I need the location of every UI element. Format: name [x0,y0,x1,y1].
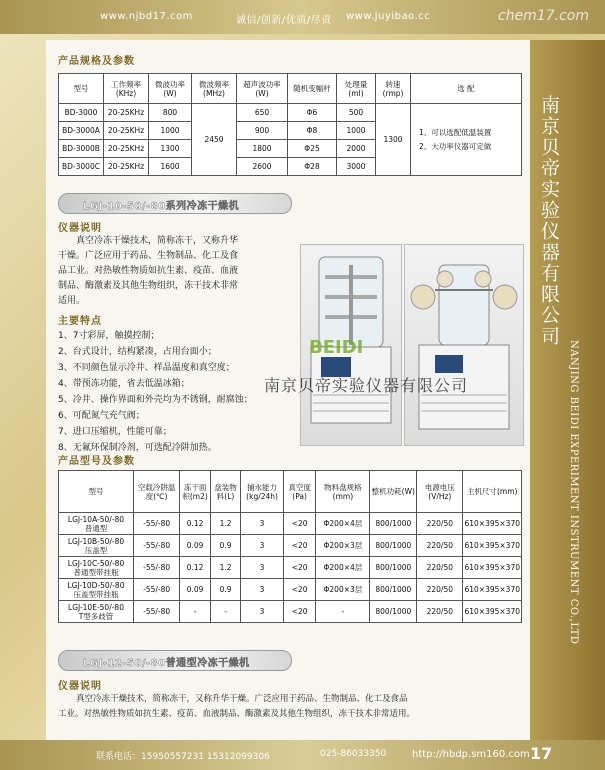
cell: 20-25KHz [104,140,149,158]
table-row [59,557,522,579]
cell: 610×395×370 [463,579,522,601]
cell: <20 [283,557,315,579]
cell: 0.12 [180,513,211,535]
cell: 220/50 [417,535,463,557]
cell: 20-25KHz [104,122,149,140]
model-variant: 压盖型 [84,545,108,555]
footer-phone: 联系电话：15950557231 15312099306 [96,752,270,762]
cell: 3 [241,557,284,579]
feature-item: 3、不同颜色显示冷井、样品温度和真空度； [58,363,235,373]
spec-header: 选 配 [411,74,522,104]
spec-header: 处理量(ml) [337,74,376,104]
cell: 220/50 [417,513,463,535]
cell: 610×395×370 [463,513,522,535]
feature-item: 6、可配氮气充气阀； [58,411,145,421]
footer-watermark: http://hbdp.sm160.com [412,749,530,760]
cell: 800/1000 [370,601,417,623]
cell: BD-3000A [59,122,104,140]
freeze-dryer-2-image [405,245,523,445]
cell: Φ25 [288,140,337,158]
table-row [59,579,522,601]
photo-overlay-text: 南京贝帝实验仪器有限公司 [264,376,469,395]
cell: BD-3000 [59,104,104,122]
cell: 650 [237,104,288,122]
spec-header: 随机变幅杆 [288,74,337,104]
cell: -55/-80 [133,535,179,557]
cell: 1000 [149,122,192,140]
model-header: 型号 [59,471,134,513]
company-name-cn: 南京贝帝实验仪器有限公司 [538,95,560,347]
feature-item: 4、带预冻功能，省去低温冰箱； [58,379,190,389]
lgj10-description [58,234,298,309]
cell-model [59,557,134,579]
model-header: 冻干面积(m2) [180,471,211,513]
page-number: 17 [530,744,553,763]
model-code: LGJ-10A-50/-80 [67,514,125,524]
header-slogan: 诚信/创新/优质/尽责 [236,15,332,26]
model-section-title: 产品型号及参数 [58,456,135,467]
cell-microwave-freq: 2450 [192,104,237,176]
spec-section-title: 产品规格及参数 [58,56,135,67]
table-row [59,104,522,122]
cell: 220/50 [417,579,463,601]
model-header: 电源电压(V/Hz) [417,471,463,513]
cell: 3000 [337,158,376,176]
model-code: LGJ-10E-50/-80 [68,602,124,612]
freeze-dryer-photo-2 [404,244,524,446]
footer-tel: 025-86033350 [320,749,387,759]
desc-line: 干燥。广泛应用于药品、生物制品、化工及食 [58,251,239,261]
lgj12-description [58,692,528,722]
cell: - [210,601,240,623]
feature-item: 7、进口压缩机，性能可靠； [58,427,172,437]
watermark-top: chem17.com [498,8,589,24]
cell: BD-3000B [59,140,104,158]
cell: -55/-80 [133,601,179,623]
cell-model [59,601,134,623]
cell: 2000 [337,140,376,158]
cell: 3 [241,579,284,601]
lgj12-desc-title: 仪器说明 [58,681,102,692]
desc-line: 真空冷冻干燥技术，简称冻干，又称升华 [76,236,239,246]
cell: 1800 [237,140,288,158]
cell: 0.9 [210,579,240,601]
cell: Φ28 [288,158,337,176]
cell: <20 [283,535,315,557]
header-site2: www.juyibao.cc [346,11,431,22]
lgj12-title: LGJ-12-50/-80普通型冷冻干燥机 [83,658,250,669]
spec-header: 超声波功率(W) [237,74,288,104]
model-variant: 压盖型带挂瓶 [73,589,119,599]
cell: Φ200×3层 [316,535,370,557]
cell: <20 [283,601,315,623]
feature-item: 5、冷井、操作界面和外壳均为不锈钢，耐腐蚀； [58,395,253,405]
cell: 20-25KHz [104,158,149,176]
top-banner [0,0,605,34]
cell: Φ200×3层 [316,579,370,601]
cell: 500 [337,104,376,122]
desc-line: 适用。 [58,296,86,306]
desc-line: 真空冷冻干燥技术，简称冻干，又称升华干燥。广泛应用于药品、生物制品、化工及食品 [76,694,408,704]
cell: - [316,601,370,623]
freeze-dryer-photo-1 [300,244,402,446]
spec-header: 微波频率(MHz) [192,74,237,104]
cell: 610×395×370 [463,557,522,579]
feature-item: 8、无氟环保制冷剂，可选配冷阱加热。 [58,443,217,453]
spec-header: 型号 [59,74,104,104]
cell: 0.12 [180,557,211,579]
cell: <20 [283,579,315,601]
model-header: 整机功耗(W) [370,471,417,513]
table-row [59,601,522,623]
desc-line: 制品、酶激素及其他生物组织，冻干技术非常 [58,281,239,291]
model-header: 真空度(Pa) [283,471,315,513]
cell: Φ8 [288,122,337,140]
cell: 610×395×370 [463,535,522,557]
cell: 800/1000 [370,535,417,557]
cell: 1.2 [210,513,240,535]
cell-model [59,579,134,601]
feature-item: 2、台式设计，结构紧凑，占用台面小； [58,347,217,357]
cell-options [411,104,522,176]
table-row [59,535,522,557]
cell: 1300 [149,140,192,158]
lgj10-title-band [58,193,292,214]
model-header: 空载冷阱温度(℃) [133,471,179,513]
header-site1: www.njbd17.com [100,11,193,22]
model-variant: 普通型 [84,523,108,533]
cell: 1.2 [210,557,240,579]
cell: Φ200×4层 [316,557,370,579]
model-header: 捕水能力(kg/24h) [241,471,284,513]
cell: 610×395×370 [463,601,522,623]
model-header: 主机尺寸(mm) [463,471,522,513]
company-name-en: NANJING BEIDI EXPERIMENT INSTRUMENT CO.,LTD [568,340,579,645]
spec-header: 转速(rmp) [376,74,411,104]
cell: Φ6 [288,104,337,122]
cell: 1000 [337,122,376,140]
cell: <20 [283,513,315,535]
cell-speed: 1300 [376,104,411,176]
model-code: LGJ-10B-50/-80 [67,536,125,546]
cell: 2600 [237,158,288,176]
cell: 800/1000 [370,579,417,601]
cell: 220/50 [417,557,463,579]
feature-item: 1、7寸彩屏，触摸控制； [58,331,160,341]
cell: 800/1000 [370,557,417,579]
photo-logo-1: BEIDI [309,337,364,358]
cell: BD-3000C [59,158,104,176]
model-code: LGJ-10D-50/-80 [67,580,125,590]
spec-header: 微波功率(W) [149,74,192,104]
model-header: 盘装物料(L) [210,471,240,513]
cell: 0.09 [180,579,211,601]
cell: 20-25KHz [104,104,149,122]
cell-model [59,513,134,535]
model-table [58,470,522,623]
lgj12-title-band [58,650,292,671]
model-variant: 普通型带挂瓶 [73,567,119,577]
cell: 800/1000 [370,513,417,535]
cell: 0.9 [210,535,240,557]
lgj10-feat-title: 主要特点 [58,316,102,327]
cell: - [180,601,211,623]
lgj10-desc-title: 仪器说明 [58,223,102,234]
table-row [59,513,522,535]
footer-bar [0,740,605,770]
spec-header: 工作频率(KHz) [104,74,149,104]
option-line: 2、大功率仪器可定做 [419,141,492,151]
sidebar [530,40,605,740]
cell-model [59,535,134,557]
cell: Φ200×4层 [316,513,370,535]
cell: 3 [241,535,284,557]
lgj10-title: LGJ-10-50/-80系列冷冻干燥机 [83,201,240,212]
option-line: 1、可以选配低温装置 [419,127,492,137]
cell: 800 [149,104,192,122]
cell: -55/-80 [133,579,179,601]
cell: 3 [241,601,284,623]
cell: 0.09 [180,535,211,557]
desc-line: 品工业。对热敏性物质如抗生素、疫苗、血液 [58,266,239,276]
cell: 220/50 [417,601,463,623]
cell: 1600 [149,158,192,176]
model-code: LGJ-10C-50/-80 [67,558,125,568]
cell: 3 [241,513,284,535]
cell: -55/-80 [133,513,179,535]
desc-line: 工业。对热敏性物质如抗生素、疫苗、血液制品、酶激素及其他生物组织，冻干技术非常适用。 [58,709,416,719]
model-variant: T型多歧管 [78,611,114,621]
model-header: 物料盘规格(mm) [316,471,370,513]
spec-table [58,73,522,176]
cell: -55/-80 [133,557,179,579]
cell: 900 [237,122,288,140]
